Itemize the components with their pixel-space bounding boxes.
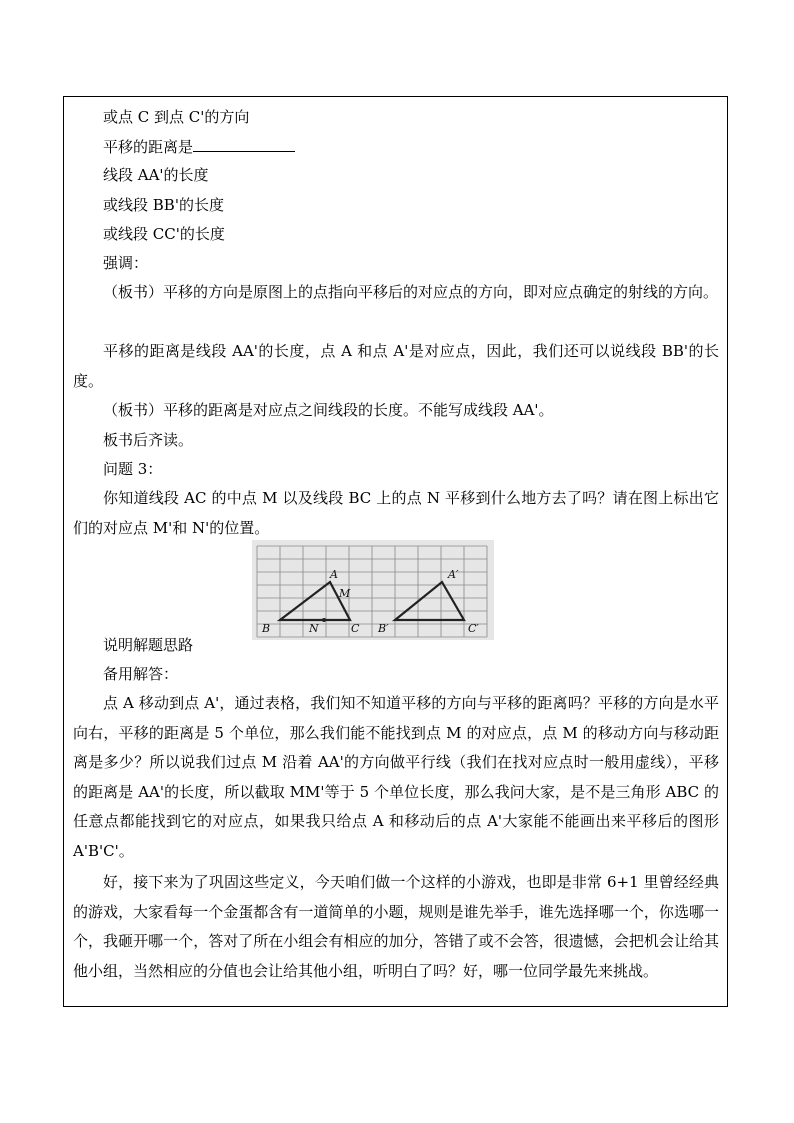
label-a: A [330,568,338,581]
label-c: C [351,622,360,635]
line-question-3: 问题 3： [103,460,163,478]
line-segment-aa: 线段 AA'的长度 [103,166,209,184]
grid-figure-svg [252,540,494,640]
line-board-distance: （板书）平移的距离是对应点之间线段的长度。不能写成线段 AA'。 [103,401,554,419]
translation-figure [252,540,494,640]
distance-label: 平移的距离是 [103,138,194,156]
fill-blank [193,136,295,152]
paragraph-direction: （板书）平移的方向是原图上的点指向平移后的对应点的方向，即对应点确定的射线的方向。 [103,283,719,301]
figure-background [252,540,494,640]
line-backup-answer: 备用解答： [103,665,179,683]
line-segment-cc: 或线段 CC'的长度 [103,225,225,243]
paragraph-question: 你知道线段 AC 的中点 M 以及线段 BC 上的点 N 平移到什么地方去了吗？请在图上标出它们的对应点 M'和 N'的位置。 [73,489,719,537]
label-m: M [339,587,351,600]
line-segment-bb: 或线段 BB'的长度 [103,196,224,214]
line-read-aloud: 板书后齐读。 [103,431,194,449]
line-distance-blank [103,136,295,157]
point-n [322,618,326,622]
label-n: N [309,622,319,635]
label-a-prime: A′ [448,568,459,581]
paragraph-game: 好，接下来为了巩固这些定义，今天咱们做一个这样的小游戏，也即是非常 6+1 里曾经经典的游戏，大家看每一个金蛋都含有一道简单的小题，规则是谁先举手，谁先选择哪一个，你选哪一个，我砸开哪一个，答对了所在小组会有相应的加分，答错了或不会答，很遗憾，会把机会让给其他小组，当然相应的分值也会让给其他小组，听明白了吗？好，哪一位同学最先来挑战。 [73,873,719,980]
line-explain-approach: 说明解题思路 [103,636,194,654]
label-c-prime: C′ [468,622,479,635]
line-emphasis: 强调： [103,254,149,272]
paragraph-backup-answer: 点 A 移动到点 A'，通过表格，我们知不知道平移的方向与平移的距离吗？平移的方向是水平向右，平移的距离是 5 个单位，那么我们能不能找到点 M 的对应点，点 M 的移动方向与移动距离是多少？所以说我们过点 M 沿着 AA'的方向做平行线（我们在找对应点时一般用虚线），平移的距离是 AA'的长度，所以截取 MM'等于 5 个单位长度，那么我问大家，是不是三角形 ABC 的任意点都能找到它的对应点，如果我只给点 A 和移动后的点 A'大家能不能画出来平移后的图形 A'B'C'。 [73,694,719,860]
label-b: B [262,622,271,635]
label-b-prime: B′ [378,622,389,635]
paragraph-distance: 平移的距离是线段 AA'的长度，点 A 和点 A'是对应点，因此，我们还可以说线段 BB'的长度。 [73,342,719,390]
line-direction-c: 或点 C 到点 C'的方向 [103,108,250,126]
